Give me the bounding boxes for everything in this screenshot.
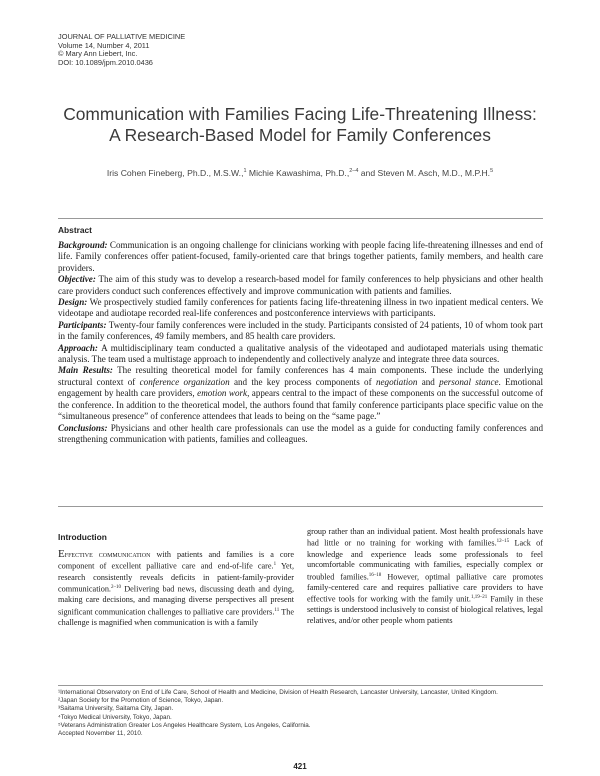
footnote-rule [58, 685, 543, 686]
abstract-conclusions: Conclusions: Physicians and other health care professionals can use the model as a guide for conducting family conferences and strengthening communication with patients, families and colleagues. [58, 422, 543, 444]
intro-column-right [307, 527, 543, 626]
author-3: Steven M. Asch, M.D., M.P.H. [377, 168, 491, 178]
author-3-affil: 5 [490, 168, 494, 175]
title-line-1: Communication with Families Facing Life-Threatening Illness: [63, 104, 537, 124]
author-2-affil: 2–4 [349, 168, 359, 175]
journal-doi: DOI: 10.1089/jpm.2010.0436 [58, 57, 153, 67]
author-1: Iris Cohen Fineberg, Ph.D., M.S.W., [106, 168, 244, 178]
author-1-affil: 1 [243, 168, 247, 175]
abstract-results: Main Results: The resulting theoretical model for family conferences has 4 main components. These include the underlying structural context of conference organization and the key process components of negotiation and personal stance. Emotional engagement by health care providers, emotion work, appears central to the impact of these components on the successful outcome of the conference. In addition to the theoretical model, the authors found that family conference participants place specific value on the “simultaneous presence” of conference attendees that leads to being on the “same page.” [58, 365, 544, 422]
author-list [40, 168, 560, 178]
footnote-2: ²Japan Society for the Promotion of Science, Tokyo, Japan. [58, 697, 224, 705]
author-separator: and [360, 168, 376, 178]
introduction-heading: Introduction [58, 532, 107, 542]
footnote-5: ⁵Veterans Administration Greater Los Angeles Healthcare System, Los Angeles, California. [58, 721, 311, 729]
footnote-3: ³Saitama University, Saitama City, Japan. [58, 705, 174, 713]
abstract-bottom-rule [58, 506, 543, 507]
intro-paragraph-left: Effective communication with patients and families is a core component of excellent palliative care and end-of-life care.$^1$ Yet, research consistently reveals deficits in patient-family-provider communication.$^{2-10}$ Delivering bad news, discussing death and dying, making care decisions, and managing diverse perspectives all present significant communication challenges to palliative care providers.$^{11}$ The challenge is magnified when communication is with a family [58, 548, 295, 627]
abstract-background: Background: Communication is an ongoing challenge for clinicians working with people facing life-threatening illnesses and end of life. Family conferences offer patient-focused, family-oriented care that brings together patients, family members, and health care providers. [58, 240, 543, 273]
author-2: Michie Kawashima, Ph.D., [248, 168, 350, 178]
abstract-top-rule [58, 218, 543, 219]
footnote-1: ¹International Observatory on End of Life Care, School of Health and Medicine, Division of Health Research, Lancaster University, Lancaster, United Kingdom. [58, 689, 498, 696]
abstract-body [58, 240, 543, 445]
abstract-approach: Approach: A multidisciplinary team conducted a qualitative analysis of the videotaped and audiotaped materials using thematic analysis. The team used a multistage approach to independently and collectively analyze and integrate three data sources. [58, 342, 543, 365]
abstract-participants: Participants: Twenty-four family conferences were included in the study. Participants consisted of 24 patients, 10 of whom took part in the family conferences, 49 family members, and 85 health care providers. [58, 319, 543, 342]
abstract-objective: Objective: The aim of this study was to develop a research-based model for family conferences to help physicians and other health care providers conduct such conferences effectively and improve communication with patients and families. [58, 274, 544, 296]
journal-name: JOURNAL OF PALLIATIVE MEDICINE [58, 32, 186, 41]
journal-copyright: © Mary Ann Liebert, Inc. [58, 49, 138, 59]
journal-volume: Volume 14, Number 4, 2011 [58, 40, 150, 50]
page-number: 421 [293, 762, 307, 771]
article-title [40, 104, 560, 146]
footnotes [58, 689, 543, 738]
journal-header [58, 33, 185, 67]
title-line-2: A Research-Based Model for Family Conferences [109, 125, 491, 145]
intro-paragraph-right: group rather than an individual patient. Most health professionals have had little or no training for working with families.$^{12-15}$ Lack of knowledge and experience leads some professionals to feel uncomfortable communicating with families, especially complex or troubled families.$^{16-18}$ However, optimal palliative care promotes family-centered care and requires palliative care providers to have effective tools for working with the family unit.$^{1,19-21}$ Family in these settings is understood inclusively to consist of biological relatives, legal relatives, and/or other people whom patients [307, 527, 544, 625]
accepted-date: Accepted November 11, 2010. [58, 730, 143, 738]
footnote-4: ⁴Tokyo Medical University, Tokyo, Japan. [58, 713, 172, 721]
abstract-design: Design: We prospectively studied family conferences for patients facing life-threatening illness in two inpatient medical centers. We videotape and audiotape recorded real-life conferences and postconference interviews with participants. [58, 297, 543, 319]
intro-column-left [58, 549, 294, 628]
abstract-heading: Abstract [58, 225, 92, 235]
